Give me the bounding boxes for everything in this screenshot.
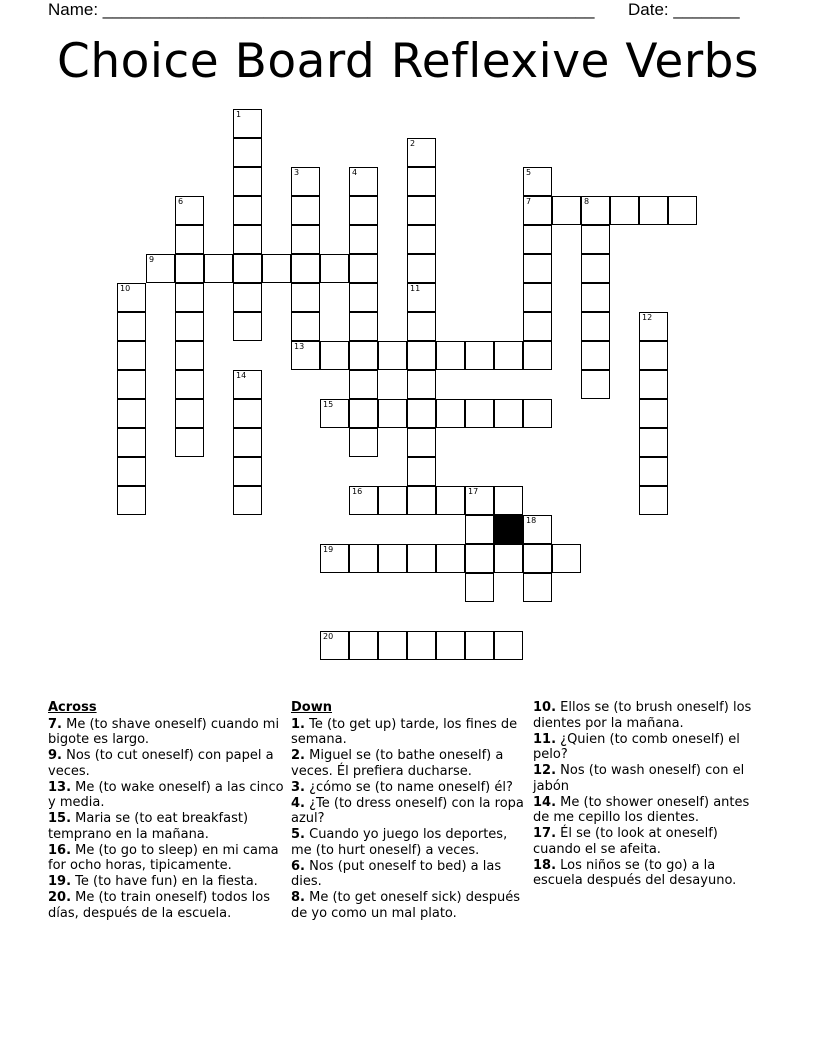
grid-cell[interactable]	[407, 254, 436, 283]
grid-cell[interactable]	[320, 341, 349, 370]
grid-cell[interactable]	[291, 196, 320, 225]
clue-number: 11	[410, 284, 421, 293]
grid-cell[interactable]	[349, 428, 378, 457]
grid-cell[interactable]	[233, 167, 262, 196]
clue-number-label: 4.	[291, 795, 305, 811]
clue-number-label: 6.	[291, 858, 305, 874]
grid-cell[interactable]	[233, 109, 262, 138]
grid-cell[interactable]	[117, 283, 146, 312]
down-clue	[291, 827, 527, 858]
grid-cell[interactable]	[465, 631, 494, 660]
grid-cell[interactable]	[523, 573, 552, 602]
clue-number: 8	[584, 197, 590, 206]
clue-number-label: 10.	[533, 700, 557, 715]
grid-cell[interactable]	[175, 370, 204, 399]
grid-cell[interactable]	[349, 544, 378, 573]
grid-cell[interactable]	[523, 225, 552, 254]
grid-cell[interactable]	[349, 283, 378, 312]
grid-cell[interactable]	[349, 370, 378, 399]
clue-text: Cuando yo juego los deportes, me (to hurt oneself) a veces.	[291, 827, 508, 858]
grid-cell[interactable]	[436, 399, 465, 428]
grid-cell[interactable]	[494, 399, 523, 428]
clue-text: ¿Quien (to comb oneself) el pelo?	[533, 731, 740, 762]
grid-cell[interactable]	[378, 544, 407, 573]
clue-number-label: 9.	[48, 748, 62, 763]
clue-number-label: 17.	[533, 826, 557, 841]
grid-cell[interactable]	[523, 399, 552, 428]
clue-text: ¿Te (to dress oneself) con la ropa azul?	[291, 795, 524, 826]
clue-number: 4	[352, 168, 358, 177]
grid-cell[interactable]	[465, 399, 494, 428]
grid-cell[interactable]	[407, 457, 436, 486]
grid-cell[interactable]	[175, 399, 204, 428]
grid-cell[interactable]	[523, 544, 552, 573]
grid-cell[interactable]	[581, 196, 610, 225]
clue-number: 16	[352, 487, 363, 496]
grid-cell[interactable]	[523, 283, 552, 312]
grid-cell[interactable]	[175, 312, 204, 341]
clue-text: Me (to go to sleep) en mi cama for ocho horas, tipicamente.	[48, 842, 279, 873]
grid-cell[interactable]	[639, 370, 668, 399]
grid-cell[interactable]	[320, 544, 349, 573]
grid-cell[interactable]	[407, 631, 436, 660]
grid-cell[interactable]	[639, 486, 668, 515]
clue-text: Maria se (to eat breakfast) temprano en la mañana.	[48, 811, 249, 842]
grid-cell[interactable]	[494, 631, 523, 660]
grid-cell[interactable]	[378, 341, 407, 370]
clue-text: Ellos se (to brush oneself) los dientes por la mañana.	[533, 700, 752, 731]
clue-number: 14	[236, 371, 247, 380]
grid-cell[interactable]	[320, 631, 349, 660]
grid-cell[interactable]	[262, 254, 291, 283]
across-clue	[48, 748, 288, 779]
down-clue	[291, 859, 527, 890]
grid-cell[interactable]	[465, 486, 494, 515]
clue-number: 17	[468, 487, 479, 496]
clue-number: 5	[526, 168, 532, 177]
clues-down-column-1	[291, 700, 527, 922]
grid-cell[interactable]	[523, 167, 552, 196]
down-clue-list	[291, 717, 527, 922]
clue-number: 13	[294, 342, 305, 351]
down-clue	[533, 700, 769, 731]
clue-number-label: 15.	[48, 811, 72, 826]
grid-cell[interactable]	[320, 254, 349, 283]
grid-cell[interactable]	[494, 544, 523, 573]
down-clue	[291, 796, 527, 827]
grid-cell[interactable]	[552, 544, 581, 573]
date-field-label[interactable]: Date: _______	[628, 0, 740, 19]
grid-cell[interactable]	[407, 312, 436, 341]
grid-cell[interactable]	[291, 225, 320, 254]
down-clue	[533, 763, 769, 794]
grid-cell[interactable]	[436, 341, 465, 370]
grid-cell[interactable]	[465, 341, 494, 370]
clue-number: 18	[526, 516, 537, 525]
clue-number-label: 1.	[291, 716, 305, 732]
clue-number-label: 7.	[48, 716, 62, 732]
grid-cell[interactable]	[581, 254, 610, 283]
grid-cell[interactable]	[407, 138, 436, 167]
across-clue	[48, 717, 288, 748]
grid-cell[interactable]	[291, 312, 320, 341]
down-clue	[533, 795, 769, 826]
grid-cell[interactable]	[581, 283, 610, 312]
clue-text: Los niños se (to go) a la escuela después del desayuno.	[533, 857, 737, 888]
down-clue	[291, 890, 527, 921]
grid-cell[interactable]	[175, 254, 204, 283]
across-clue	[48, 780, 288, 811]
clue-number: 1	[236, 110, 242, 119]
across-clue	[48, 874, 288, 890]
clue-text: ¿cómo se (to name oneself) él?	[304, 779, 513, 795]
clue-number: 7	[526, 197, 532, 206]
grid-cell[interactable]	[233, 399, 262, 428]
grid-cell[interactable]	[407, 399, 436, 428]
grid-cell[interactable]	[639, 312, 668, 341]
down-clue-list-continued	[533, 700, 769, 889]
grid-cell[interactable]	[639, 341, 668, 370]
grid-cell[interactable]	[349, 341, 378, 370]
clue-number: 12	[642, 313, 653, 322]
grid-cell[interactable]	[233, 486, 262, 515]
grid-cell[interactable]	[581, 370, 610, 399]
clues-across-column	[48, 700, 288, 922]
grid-cell[interactable]	[378, 399, 407, 428]
across-clue-list	[48, 717, 288, 922]
grid-cell[interactable]	[523, 312, 552, 341]
grid-cell[interactable]	[639, 196, 668, 225]
clue-number: 3	[294, 168, 300, 177]
clue-text: Me (to train oneself) todos los días, después de la escuela.	[48, 890, 271, 921]
clue-number-label: 16.	[48, 842, 72, 858]
grid-cell[interactable]	[349, 312, 378, 341]
grid-cell[interactable]	[581, 312, 610, 341]
clues-down-column-2	[533, 700, 769, 889]
grid-cell[interactable]	[407, 341, 436, 370]
grid-cell[interactable]	[523, 196, 552, 225]
grid-cell[interactable]	[175, 196, 204, 225]
grid-cell[interactable]	[117, 428, 146, 457]
grid-cell[interactable]	[378, 486, 407, 515]
grid-cell[interactable]	[465, 544, 494, 573]
grid-cell[interactable]	[465, 515, 494, 544]
down-clue	[291, 748, 527, 779]
clue-number-label: 18.	[533, 857, 557, 873]
grid-cell[interactable]	[291, 167, 320, 196]
grid-cell[interactable]	[204, 254, 233, 283]
grid-cell[interactable]	[407, 196, 436, 225]
grid-cell[interactable]	[436, 631, 465, 660]
grid-cell[interactable]	[117, 312, 146, 341]
across-clue	[48, 843, 288, 874]
down-heading: Down	[291, 700, 332, 715]
clue-number: 15	[323, 400, 334, 409]
grid-cell[interactable]	[610, 196, 639, 225]
grid-cell[interactable]	[407, 225, 436, 254]
grid-cell[interactable]	[407, 428, 436, 457]
grid-cell[interactable]	[407, 544, 436, 573]
grid-cell[interactable]	[175, 341, 204, 370]
clue-number-label: 5.	[291, 827, 305, 842]
grid-black-cell	[494, 515, 523, 544]
clue-number-label: 2.	[291, 748, 305, 763]
grid-cell[interactable]	[523, 341, 552, 370]
grid-cell[interactable]	[175, 283, 204, 312]
grid-cell[interactable]	[639, 399, 668, 428]
clue-number: 19	[323, 545, 334, 554]
grid-cell[interactable]	[233, 138, 262, 167]
grid-cell[interactable]	[175, 225, 204, 254]
clue-text: Me (to wake oneself) a las cinco y media.	[48, 779, 284, 810]
down-clue	[533, 826, 769, 857]
grid-cell[interactable]	[349, 167, 378, 196]
name-field-label[interactable]: Name: ____________________________________________________	[48, 0, 595, 19]
grid-cell[interactable]	[494, 486, 523, 515]
clue-number-label: 13.	[48, 779, 72, 795]
clue-text: Te (to get up) tarde, los fines de semana.	[291, 716, 518, 747]
grid-cell[interactable]	[233, 254, 262, 283]
grid-cell[interactable]	[233, 370, 262, 399]
grid-cell[interactable]	[233, 457, 262, 486]
grid-cell[interactable]	[407, 486, 436, 515]
down-clue	[533, 858, 769, 889]
clue-text: Me (to shave oneself) cuando mi bigote es largo.	[48, 716, 280, 747]
grid-cell[interactable]	[117, 370, 146, 399]
grid-cell[interactable]	[378, 631, 407, 660]
grid-cell[interactable]	[436, 486, 465, 515]
grid-cell[interactable]	[523, 254, 552, 283]
grid-cell[interactable]	[639, 457, 668, 486]
clue-text: Nos (put oneself to bed) a las dies.	[291, 858, 502, 889]
grid-cell[interactable]	[668, 196, 697, 225]
clue-number: 2	[410, 139, 416, 148]
grid-cell[interactable]	[117, 341, 146, 370]
grid-cell[interactable]	[349, 225, 378, 254]
clue-text: Miguel se (to bathe oneself) a veces. Él prefiera ducharse.	[291, 748, 504, 779]
grid-cell[interactable]	[494, 341, 523, 370]
grid-cell[interactable]	[233, 428, 262, 457]
down-clue	[533, 732, 769, 763]
grid-cell[interactable]	[117, 399, 146, 428]
across-clue	[48, 890, 288, 921]
grid-cell[interactable]	[552, 196, 581, 225]
clue-number: 20	[323, 632, 334, 641]
grid-cell[interactable]	[117, 457, 146, 486]
grid-cell[interactable]	[581, 341, 610, 370]
grid-cell[interactable]	[349, 254, 378, 283]
grid-cell[interactable]	[233, 283, 262, 312]
grid-cell[interactable]	[291, 254, 320, 283]
clue-number-label: 19.	[48, 874, 72, 889]
grid-cell[interactable]	[581, 225, 610, 254]
page-title: Choice Board Reflexive Verbs	[57, 34, 759, 89]
clue-number-label: 8.	[291, 890, 305, 905]
clue-number: 9	[149, 255, 155, 264]
across-heading: Across	[48, 700, 97, 715]
grid-cell[interactable]	[407, 167, 436, 196]
grid-cell[interactable]	[291, 341, 320, 370]
clue-number-label: 11.	[533, 731, 557, 747]
clue-number: 10	[120, 284, 131, 293]
grid-cell[interactable]	[291, 283, 320, 312]
grid-cell[interactable]	[639, 428, 668, 457]
clue-number-label: 20.	[48, 890, 72, 905]
grid-cell[interactable]	[233, 196, 262, 225]
grid-cell[interactable]	[436, 544, 465, 573]
grid-cell[interactable]	[146, 254, 175, 283]
grid-cell[interactable]	[233, 225, 262, 254]
across-clue	[48, 811, 288, 842]
grid-cell[interactable]	[349, 631, 378, 660]
clue-text: Nos (to wash oneself) con el jabón	[533, 763, 745, 794]
clue-number-label: 12.	[533, 763, 557, 778]
clue-text: Me (to shower oneself) antes de me cepillo los dientes.	[533, 794, 750, 825]
clue-number-label: 3.	[291, 779, 305, 795]
grid-cell[interactable]	[407, 370, 436, 399]
grid-cell[interactable]	[349, 399, 378, 428]
grid-cell[interactable]	[233, 312, 262, 341]
clue-text: Nos (to cut oneself) con papel a veces.	[48, 748, 274, 779]
clue-text: Te (to have fun) en la fiesta.	[71, 874, 258, 889]
grid-cell[interactable]	[175, 428, 204, 457]
clue-text: Me (to get oneself sick) después de yo como un mal plato.	[291, 890, 521, 921]
grid-cell[interactable]	[117, 486, 146, 515]
grid-cell[interactable]	[349, 486, 378, 515]
down-clue	[291, 717, 527, 748]
grid-cell[interactable]	[523, 515, 552, 544]
down-clue	[291, 780, 527, 796]
clue-number: 6	[178, 197, 184, 206]
grid-cell[interactable]	[320, 399, 349, 428]
clue-number-label: 14.	[533, 794, 557, 810]
grid-cell[interactable]	[465, 573, 494, 602]
grid-cell[interactable]	[407, 283, 436, 312]
clue-text: Él se (to look at oneself) cuando el se afeita.	[533, 826, 718, 857]
grid-cell[interactable]	[349, 196, 378, 225]
